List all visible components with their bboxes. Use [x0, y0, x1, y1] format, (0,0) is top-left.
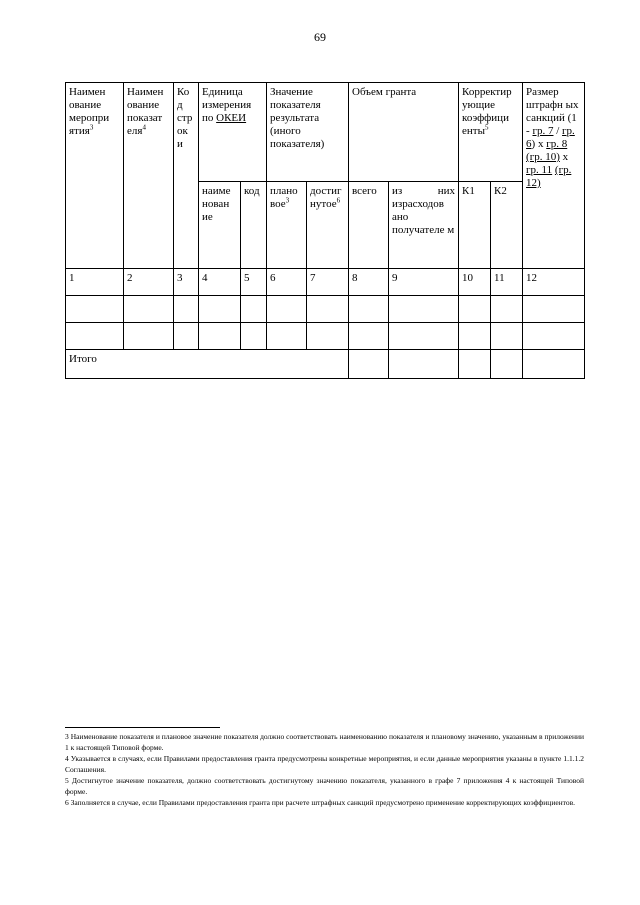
- total-cell[interactable]: [349, 350, 389, 379]
- table-cell[interactable]: [124, 296, 174, 323]
- header-event-name: Наимен ование меропри ятия$^3$: [66, 83, 124, 269]
- subheader-unit-code: код: [241, 182, 267, 269]
- column-number: 4: [199, 269, 241, 296]
- header-grant-volume: Объем гранта: [349, 83, 459, 182]
- table-cell[interactable]: [241, 296, 267, 323]
- table-cell[interactable]: [349, 323, 389, 350]
- table-cell[interactable]: [459, 323, 491, 350]
- header-indicator-name: Наимен ование показат еля$^4$: [124, 83, 174, 269]
- total-label: Итого: [66, 350, 349, 379]
- column-number: 2: [124, 269, 174, 296]
- column-number: 7: [307, 269, 349, 296]
- footnote-5: 5 Достигнутое значение показателя, должно соответствовать достигнутому значению показателя, указанного в графе 7 приложения 4 к настоящей Типовой форме.: [65, 776, 584, 796]
- table-cell[interactable]: [267, 296, 307, 323]
- column-number: 8: [349, 269, 389, 296]
- table-cell[interactable]: [491, 323, 523, 350]
- column-number: 6: [267, 269, 307, 296]
- table-cell[interactable]: [459, 296, 491, 323]
- column-numbers-row: [66, 269, 585, 296]
- header-unit: Единица измерения по ОКЕИ: [199, 83, 267, 182]
- ref-gr6[interactable]: гр. 6: [526, 125, 575, 150]
- table-cell[interactable]: [174, 323, 199, 350]
- table-cell[interactable]: [66, 296, 124, 323]
- header-row-1: [66, 83, 585, 182]
- table-row: [66, 323, 585, 350]
- table-cell[interactable]: [389, 323, 459, 350]
- table-row: [66, 296, 585, 323]
- ref-gr11[interactable]: гр. 11: [526, 164, 553, 176]
- total-cell[interactable]: [491, 350, 523, 379]
- table-cell[interactable]: [241, 323, 267, 350]
- footnote-3: 3 Наименование показателя и плановое значение показателя должно соответствовать наименованию показателя и плановому значению, указанным в приложении 1 к настоящей Типовой форме.: [65, 732, 584, 752]
- table-cell[interactable]: [267, 323, 307, 350]
- ref-gr12[interactable]: (гр. 12): [526, 164, 572, 189]
- header-row-code: Ко д стр ок и: [174, 83, 199, 269]
- ref-gr8[interactable]: гр. 8: [546, 138, 568, 150]
- table-cell[interactable]: [199, 296, 241, 323]
- footnotes: [65, 727, 584, 808]
- column-number: 11: [491, 269, 523, 296]
- footnote-divider: [65, 727, 220, 728]
- table-cell[interactable]: [523, 323, 585, 350]
- sanctions-table: [65, 82, 585, 379]
- footnote-4: 4 Указывается в случаях, если Правилами предоставления гранта предусмотрены конкретные мероприятия, и если данные мероприятия указаны в пункте 1.1.1.2 Соглашения.: [65, 754, 584, 774]
- subheader-unit-name: наиме нован ие: [199, 182, 241, 269]
- table-cell[interactable]: [174, 296, 199, 323]
- table-cell[interactable]: [307, 296, 349, 323]
- total-cell[interactable]: [389, 350, 459, 379]
- table-cell[interactable]: [389, 296, 459, 323]
- footnote-6: 6 Заполняется в случае, если Правилами предоставления гранта при расчете штрафных санкций предусмотрено применение корректирующих коэффициентов.: [65, 798, 576, 807]
- header-correction-coefficients: Корректир ующие коэффици енты$^5$: [459, 83, 523, 182]
- subheader-k2: К2: [491, 182, 523, 269]
- header-indicator-value: Значение показателя результата (иного показателя): [267, 83, 349, 182]
- total-cell[interactable]: [523, 350, 585, 379]
- subheader-total: всего: [349, 182, 389, 269]
- table-cell[interactable]: [491, 296, 523, 323]
- page-number: 69: [314, 30, 326, 44]
- table-cell[interactable]: [66, 323, 124, 350]
- table-cell[interactable]: [124, 323, 174, 350]
- subheader-achieved: достиг нутое$^6$: [307, 182, 349, 269]
- column-number: 9: [389, 269, 459, 296]
- subheader-planned: плано вое$^3$: [267, 182, 307, 269]
- column-number: 10: [459, 269, 491, 296]
- ref-gr10[interactable]: (гр. 10): [526, 151, 560, 163]
- column-number: 5: [241, 269, 267, 296]
- header-sanctions-size: Размер штрафн ых санкций (1 - гр. 7 / гр. 6) х гр. 8 (гр. 10) х гр. 11 (гр. 12): [523, 83, 585, 269]
- total-cell[interactable]: [459, 350, 491, 379]
- table-cell[interactable]: [199, 323, 241, 350]
- okei-link[interactable]: ОКЕИ: [216, 112, 247, 124]
- subheader-k1: К1: [459, 182, 491, 269]
- table-cell[interactable]: [307, 323, 349, 350]
- table-cell[interactable]: [523, 296, 585, 323]
- column-number: 3: [174, 269, 199, 296]
- column-number: 1: [66, 269, 124, 296]
- ref-gr7[interactable]: гр. 7: [532, 125, 554, 137]
- total-row: [66, 350, 585, 379]
- table-cell[interactable]: [349, 296, 389, 323]
- subheader-spent: из них израсходов ано получателе м: [389, 182, 459, 269]
- column-number: 12: [523, 269, 585, 296]
